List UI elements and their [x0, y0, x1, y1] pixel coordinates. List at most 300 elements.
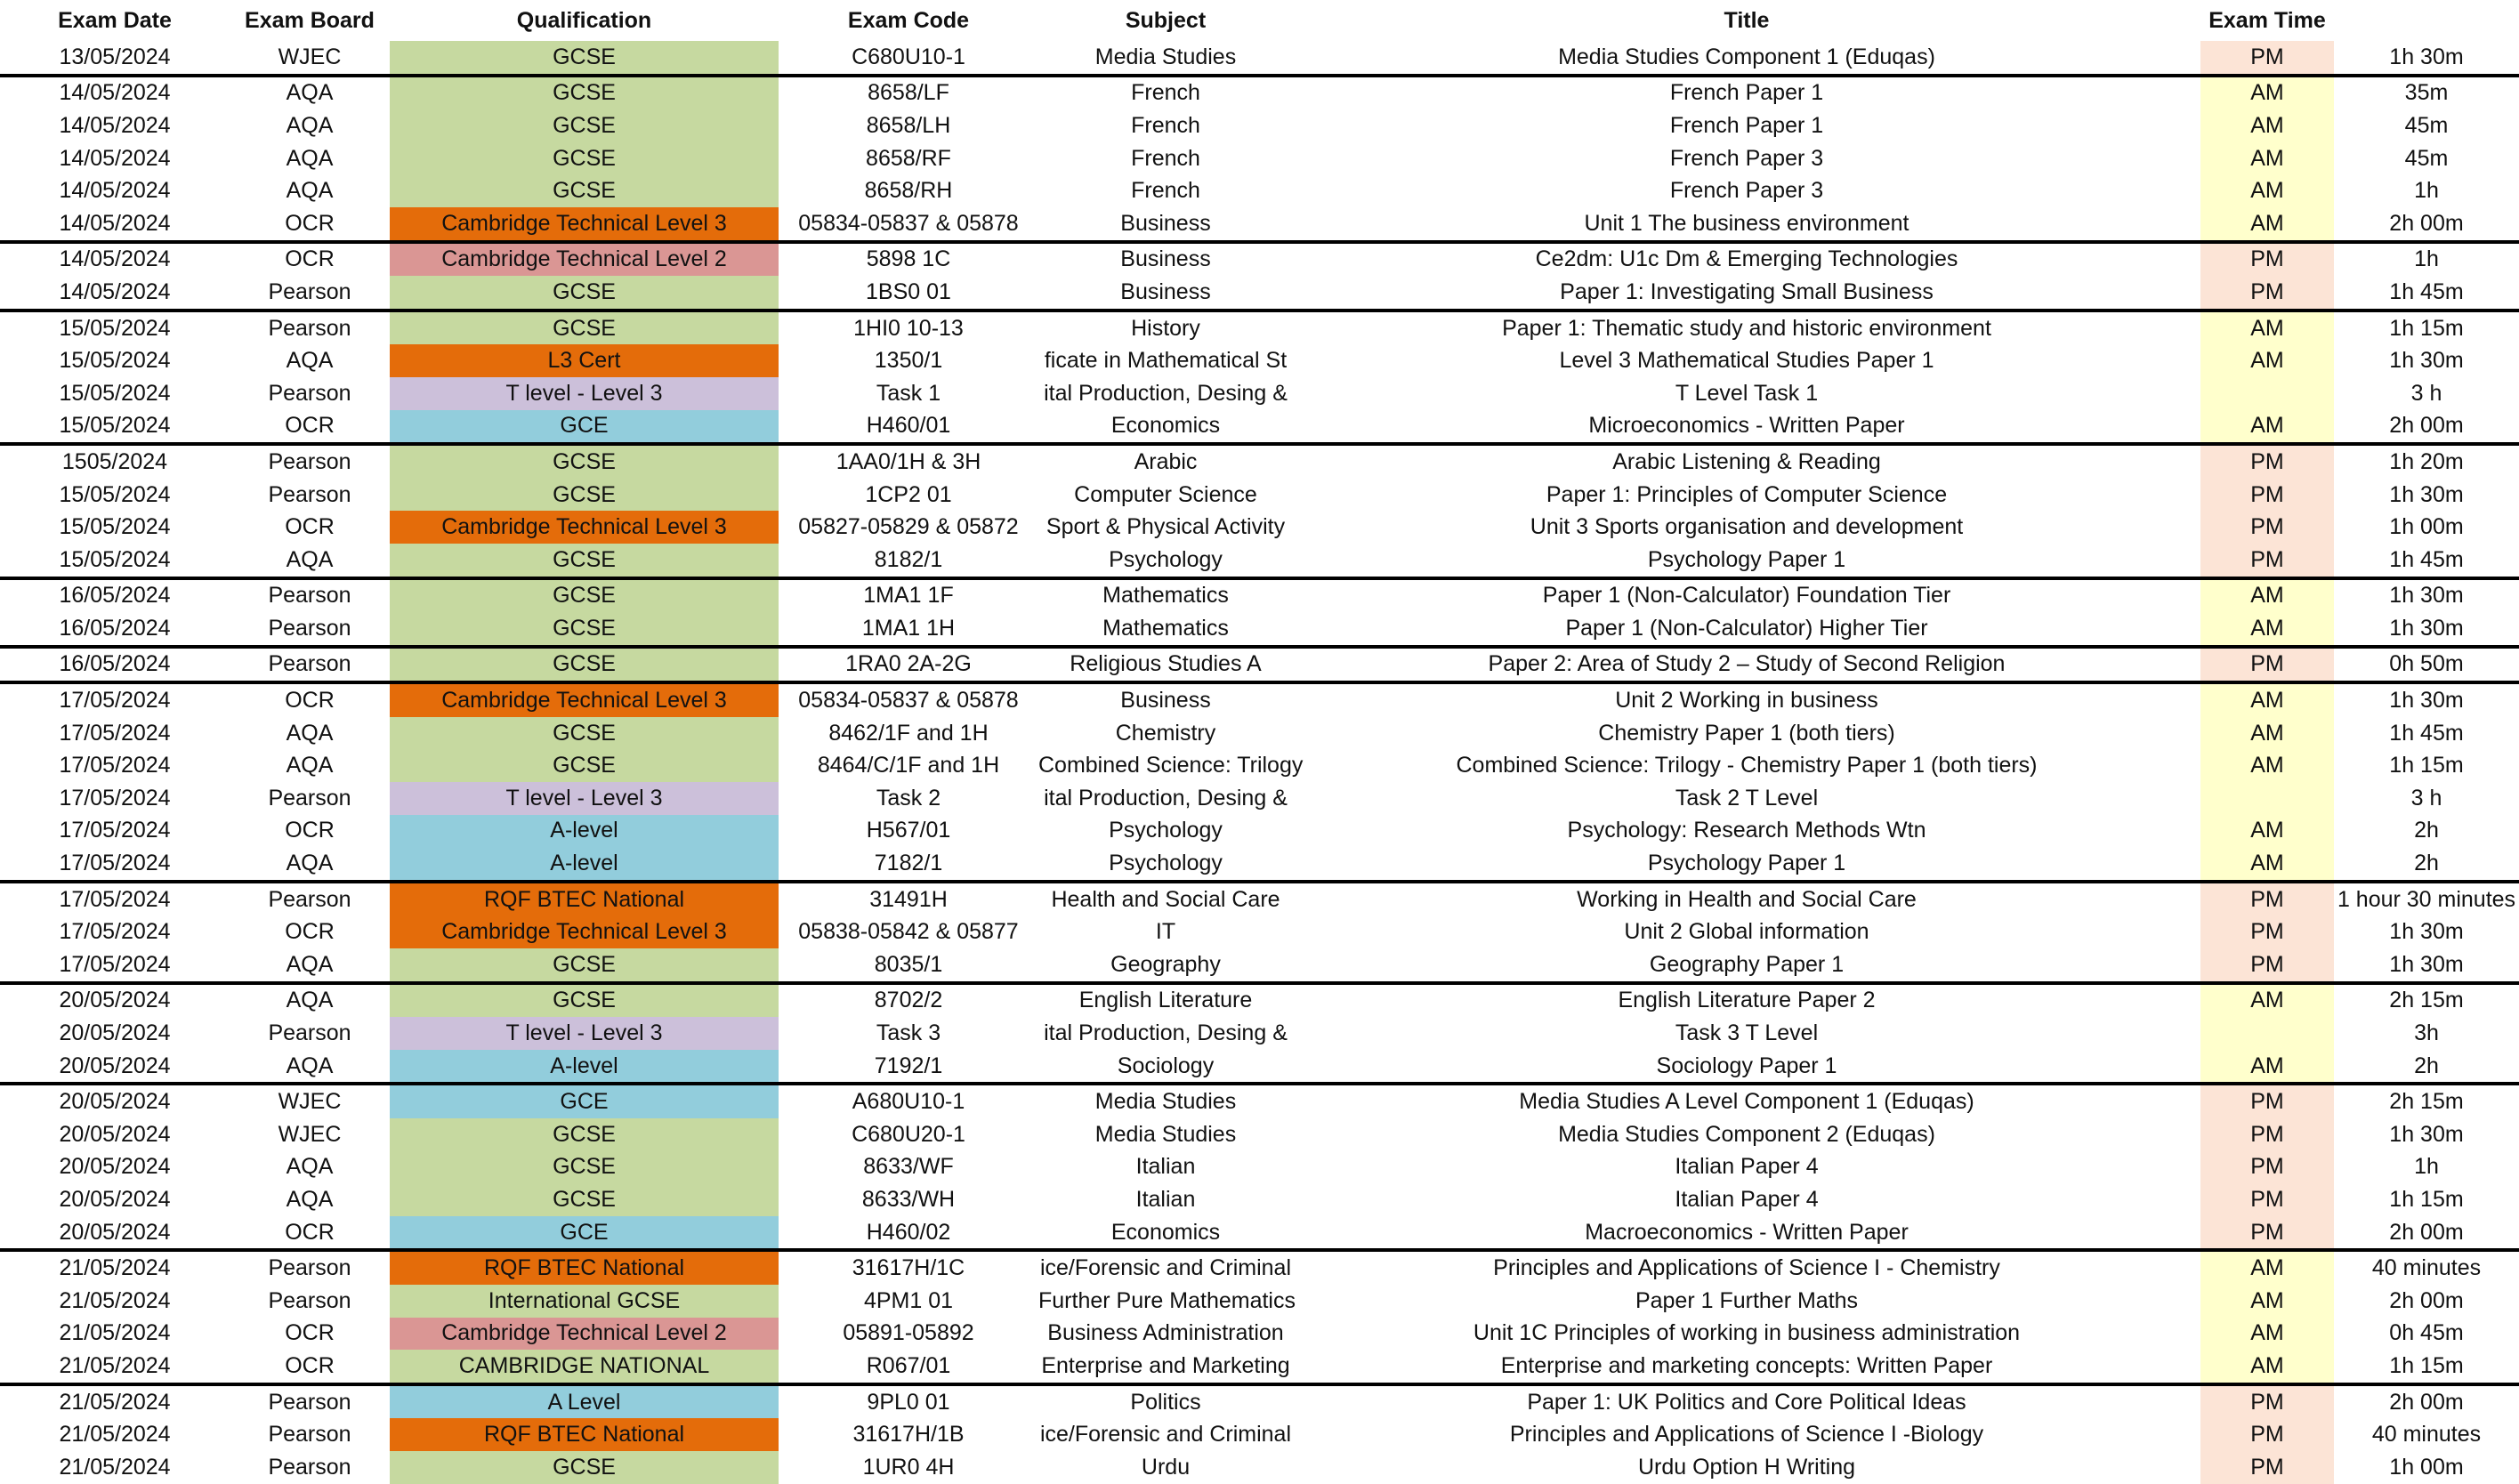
cell-exam-time[interactable]: PM	[2200, 1151, 2334, 1184]
cell-exam-code[interactable]: 05838-05842 & 05877	[798, 919, 1019, 945]
cell-exam-time[interactable]: AM	[2200, 1050, 2334, 1085]
cell-title[interactable]: Media Studies Component 1 (Eduqas)	[1558, 44, 1935, 69]
cell-subject[interactable]: IT	[1155, 919, 1176, 945]
cell-title[interactable]: Combined Science: Trilogy - Chemistry Paper 1 (both tiers)	[1456, 753, 2038, 778]
cell-qualification[interactable]: T level - Level 3	[390, 1017, 779, 1050]
cell-duration[interactable]: 1h 15m	[2389, 1186, 2464, 1212]
cell-duration[interactable]: 40 minutes	[2371, 1422, 2482, 1448]
header-exam-board[interactable]: Exam Board	[245, 7, 375, 33]
cell-qualification[interactable]: GCSE	[390, 717, 779, 750]
cell-exam-code[interactable]: Task 2	[876, 785, 941, 811]
cell-duration[interactable]: 3h	[2414, 1020, 2439, 1046]
cell-exam-time[interactable]: AM	[2200, 142, 2334, 175]
cell-qualification[interactable]: L3 Cert	[390, 344, 779, 377]
cell-title[interactable]: Microeconomics - Written Paper	[1588, 413, 1905, 439]
cell-exam-time[interactable]: AM	[2200, 1285, 2334, 1318]
cell-qualification[interactable]: Cambridge Technical Level 3	[390, 511, 779, 544]
cell-subject[interactable]: English Literature	[1038, 983, 1293, 1018]
cell-exam-board[interactable]: OCR	[230, 682, 390, 717]
cell-exam-board[interactable]: AQA	[286, 178, 334, 204]
cell-exam-code[interactable]: 7192/1	[874, 1053, 943, 1078]
cell-exam-date[interactable]: 21/05/2024	[59, 1352, 171, 1378]
cell-exam-code[interactable]: C680U20-1	[852, 1121, 965, 1147]
cell-subject[interactable]: Further Pure Mathematics	[1038, 1287, 1296, 1313]
cell-duration[interactable]: 40 minutes	[2334, 1250, 2519, 1285]
cell-subject[interactable]: Enterprise and Marketing	[1041, 1352, 1290, 1378]
cell-subject[interactable]: Geography	[1110, 951, 1221, 977]
cell-exam-date[interactable]: 21/05/2024	[59, 1320, 171, 1346]
cell-exam-time[interactable]: AM	[2200, 682, 2334, 717]
cell-duration[interactable]: 2h 00m	[2389, 1219, 2464, 1245]
cell-duration[interactable]: 1h 30m	[2389, 615, 2464, 641]
cell-exam-board[interactable]: AQA	[286, 348, 334, 374]
cell-exam-code[interactable]: Task 3	[876, 1020, 941, 1046]
cell-duration[interactable]: 1h 30m	[2389, 481, 2464, 507]
cell-exam-time[interactable]: PM	[2200, 882, 2334, 916]
cell-qualification[interactable]: A-level	[390, 815, 779, 848]
cell-exam-code[interactable]: H460/01	[866, 413, 951, 439]
cell-exam-code[interactable]: 8633/WF	[863, 1154, 954, 1180]
cell-exam-time[interactable]: PM	[2200, 1183, 2334, 1216]
cell-subject[interactable]: French	[1038, 76, 1293, 110]
cell-title[interactable]: Paper 1 (Non-Calculator) Foundation Tier	[1293, 578, 2200, 613]
cell-exam-date[interactable]: 17/05/2024	[59, 951, 171, 977]
cell-title[interactable]: Media Studies A Level Component 1 (Eduqas)	[1293, 1084, 2200, 1118]
cell-exam-board[interactable]: OCR	[285, 919, 335, 945]
cell-exam-date[interactable]: 15/05/2024	[59, 348, 171, 374]
cell-subject[interactable]: Combined Science: Trilogy	[1038, 753, 1304, 778]
cell-exam-time[interactable]: AM	[2200, 612, 2334, 647]
cell-exam-board[interactable]: Pearson	[230, 882, 390, 916]
cell-exam-date[interactable]: 15/05/2024	[59, 380, 171, 406]
cell-exam-board[interactable]: OCR	[285, 514, 335, 540]
cell-exam-code[interactable]: A680U10-1	[779, 1084, 1038, 1118]
cell-qualification[interactable]: Cambridge Technical Level 3	[390, 207, 779, 242]
cell-duration[interactable]: 1h 30m	[2334, 578, 2519, 613]
cell-title[interactable]: Paper 1: Principles of Computer Science	[1546, 481, 1948, 507]
cell-exam-code[interactable]: 8633/WH	[861, 1186, 956, 1212]
cell-duration[interactable]: 1h 30m	[2389, 44, 2464, 69]
cell-qualification[interactable]: GCSE	[390, 174, 779, 207]
cell-title[interactable]: Principles and Applications of Science I - Chemistry	[1293, 1250, 2200, 1285]
cell-exam-date[interactable]: 17/05/2024	[59, 818, 171, 843]
cell-exam-code[interactable]: 8658/RH	[864, 178, 953, 204]
cell-duration[interactable]: 1h	[2334, 242, 2519, 277]
cell-duration[interactable]: 2h	[2414, 818, 2439, 843]
cell-qualification[interactable]: GCE	[390, 1216, 779, 1251]
cell-duration[interactable]: 2h	[2414, 1053, 2439, 1078]
cell-exam-board[interactable]: Pearson	[268, 615, 351, 641]
cell-exam-date[interactable]: 20/05/2024	[0, 1084, 230, 1118]
cell-qualification[interactable]: GCSE	[390, 544, 779, 578]
cell-exam-board[interactable]: OCR	[285, 818, 335, 843]
cell-exam-code[interactable]: 8464/C/1F and 1H	[817, 753, 1000, 778]
cell-exam-date[interactable]: 14/05/2024	[59, 178, 171, 204]
cell-qualification[interactable]: GCSE	[390, 647, 779, 683]
cell-qualification[interactable]: GCSE	[390, 578, 779, 613]
cell-exam-board[interactable]: AQA	[286, 1053, 334, 1078]
cell-exam-date[interactable]: 21/05/2024	[0, 1250, 230, 1285]
cell-duration[interactable]: 1h 45m	[2389, 278, 2464, 304]
cell-duration[interactable]: 2h 00m	[2334, 1384, 2519, 1419]
cell-subject[interactable]: Sport & Physical Activity	[1046, 514, 1286, 540]
cell-exam-board[interactable]: WJEC	[230, 1084, 390, 1118]
cell-subject[interactable]: Arabic	[1038, 444, 1293, 479]
cell-exam-time[interactable]: PM	[2200, 647, 2334, 683]
cell-duration[interactable]: 45m	[2404, 112, 2449, 138]
cell-exam-time[interactable]: PM	[2200, 41, 2334, 76]
cell-exam-board[interactable]: AQA	[286, 1154, 334, 1180]
cell-qualification[interactable]: GCSE	[390, 311, 779, 345]
cell-exam-date[interactable]: 15/05/2024	[59, 481, 171, 507]
cell-title[interactable]: Psychology Paper 1	[1647, 546, 1846, 572]
cell-duration[interactable]: 3 h	[2410, 785, 2442, 811]
cell-subject[interactable]: French	[1131, 112, 1200, 138]
cell-title[interactable]: Ce2dm: U1c Dm & Emerging Technologies	[1293, 242, 2200, 277]
cell-qualification[interactable]: CAMBRIDGE NATIONAL	[390, 1350, 779, 1384]
cell-exam-board[interactable]: AQA	[286, 753, 334, 778]
cell-exam-board[interactable]: Pearson	[268, 1454, 351, 1480]
cell-exam-time[interactable]: PM	[2200, 915, 2334, 948]
cell-exam-board[interactable]: WJEC	[278, 44, 342, 69]
cell-duration[interactable]: 2h	[2414, 851, 2439, 876]
cell-subject[interactable]: Psychology	[1109, 818, 1223, 843]
cell-qualification[interactable]: A-level	[390, 1050, 779, 1085]
cell-title[interactable]: Paper 1 Further Maths	[1635, 1287, 1859, 1313]
cell-subject[interactable]: ice/Forensic and Criminal	[1038, 1250, 1293, 1285]
cell-duration[interactable]: 45m	[2404, 145, 2449, 171]
cell-subject[interactable]: Economics	[1110, 413, 1221, 439]
cell-exam-time[interactable]: PM	[2200, 479, 2334, 512]
cell-exam-date[interactable]: 20/05/2024	[59, 1053, 171, 1078]
cell-title[interactable]: French Paper 1	[1293, 76, 2200, 110]
cell-duration[interactable]: 1h 15m	[2389, 753, 2464, 778]
cell-exam-date[interactable]: 14/05/2024	[0, 242, 230, 277]
cell-duration[interactable]: 1h 30m	[2389, 951, 2464, 977]
cell-subject[interactable]: ital Production, Desing &	[1044, 785, 1288, 811]
cell-exam-code[interactable]: 31491H	[779, 882, 1038, 916]
header-exam-code[interactable]: Exam Code	[847, 7, 970, 33]
cell-subject[interactable]: Urdu	[1141, 1454, 1191, 1480]
cell-subject[interactable]: Psychology	[1109, 546, 1223, 572]
cell-title[interactable]: French Paper 3	[1669, 145, 1824, 171]
cell-title[interactable]: Arabic Listening & Reading	[1293, 444, 2200, 479]
cell-exam-time[interactable]: AM	[2200, 983, 2334, 1018]
cell-duration[interactable]: 1h 30m	[2389, 1121, 2464, 1147]
cell-qualification[interactable]: GCSE	[390, 109, 779, 142]
cell-duration[interactable]: 0h 45m	[2389, 1320, 2464, 1346]
cell-title[interactable]: Working in Health and Social Care	[1293, 882, 2200, 916]
cell-exam-board[interactable]: AQA	[286, 851, 334, 876]
cell-exam-board[interactable]: OCR	[285, 210, 335, 236]
cell-exam-code[interactable]: 7182/1	[874, 851, 943, 876]
cell-title[interactable]: Sociology Paper 1	[1656, 1053, 1837, 1078]
cell-exam-date[interactable]: 20/05/2024	[59, 1121, 171, 1147]
cell-exam-code[interactable]: H567/01	[866, 818, 951, 843]
cell-exam-date[interactable]: 17/05/2024	[0, 882, 230, 916]
cell-exam-code[interactable]: 1HI0 10-13	[779, 311, 1038, 345]
cell-exam-code[interactable]: 4PM1 01	[863, 1287, 954, 1313]
cell-exam-board[interactable]: Pearson	[268, 1422, 351, 1448]
cell-title[interactable]: Chemistry Paper 1 (both tiers)	[1598, 720, 1895, 746]
cell-qualification[interactable]: International GCSE	[390, 1285, 779, 1318]
cell-exam-board[interactable]: OCR	[285, 1352, 335, 1378]
cell-duration[interactable]: 35m	[2334, 76, 2519, 110]
cell-exam-time[interactable]: PM	[2200, 1118, 2334, 1151]
cell-exam-code[interactable]: 31617H/1C	[779, 1250, 1038, 1285]
cell-duration[interactable]: 1h 00m	[2389, 1454, 2464, 1480]
cell-title[interactable]: French Paper 3	[1669, 178, 1824, 204]
header-exam-date[interactable]: Exam Date	[58, 7, 172, 33]
cell-exam-board[interactable]: AQA	[286, 951, 334, 977]
cell-duration[interactable]: 0h 50m	[2334, 647, 2519, 683]
cell-exam-date[interactable]: 20/05/2024	[59, 1219, 171, 1245]
header-subject[interactable]: Subject	[1125, 7, 1207, 33]
cell-exam-time[interactable]: AM	[2200, 815, 2334, 848]
cell-exam-time[interactable]: AM	[2200, 311, 2334, 345]
cell-exam-board[interactable]: AQA	[230, 983, 390, 1018]
cell-duration[interactable]: 1h 45m	[2389, 720, 2464, 746]
cell-exam-time[interactable]: AM	[2200, 847, 2334, 882]
cell-exam-time[interactable]: AM	[2200, 717, 2334, 750]
cell-exam-date[interactable]: 15/05/2024	[59, 514, 171, 540]
cell-subject[interactable]: ital Production, Desing &	[1044, 380, 1288, 406]
cell-duration[interactable]: 1h	[2414, 1154, 2439, 1180]
cell-title[interactable]: Unit 3 Sports organisation and development	[1530, 514, 1964, 540]
cell-exam-time[interactable]: PM	[2200, 1451, 2334, 1484]
cell-exam-board[interactable]: Pearson	[268, 1020, 351, 1046]
cell-subject[interactable]: Italian	[1135, 1154, 1196, 1180]
cell-exam-time[interactable]	[2200, 377, 2334, 410]
cell-title[interactable]: Psychology Paper 1	[1647, 851, 1846, 876]
cell-subject[interactable]: Business Administration	[1047, 1320, 1284, 1346]
cell-duration[interactable]: 1h 15m	[2389, 1352, 2464, 1378]
cell-qualification[interactable]: T level - Level 3	[390, 377, 779, 410]
cell-title[interactable]: Principles and Applications of Science I -Biology	[1509, 1422, 1984, 1448]
cell-subject[interactable]: Business	[1038, 242, 1293, 277]
cell-subject[interactable]: History	[1038, 311, 1293, 345]
cell-exam-date[interactable]: 14/05/2024	[59, 278, 171, 304]
cell-title[interactable]: T Level Task 1	[1675, 380, 1819, 406]
cell-subject[interactable]: French	[1131, 178, 1200, 204]
cell-exam-date[interactable]: 15/05/2024	[0, 311, 230, 345]
cell-exam-code[interactable]: 1UR0 4H	[862, 1454, 955, 1480]
cell-exam-date[interactable]: 13/05/2024	[59, 44, 171, 69]
cell-qualification[interactable]: RQF BTEC National	[390, 1250, 779, 1285]
cell-exam-date[interactable]: 20/05/2024	[59, 1154, 171, 1180]
cell-subject[interactable]: French	[1131, 145, 1200, 171]
cell-title[interactable]: Paper 1 (Non-Calculator) Higher Tier	[1565, 615, 1928, 641]
cell-exam-time[interactable]: PM	[2200, 948, 2334, 983]
cell-duration[interactable]: 1h 00m	[2389, 514, 2464, 540]
cell-exam-board[interactable]: Pearson	[230, 311, 390, 345]
cell-subject[interactable]: Business	[1038, 682, 1293, 717]
cell-duration[interactable]: 2h 00m	[2389, 210, 2464, 236]
cell-subject[interactable]: Media Studies	[1094, 44, 1237, 69]
cell-exam-time[interactable]: AM	[2200, 109, 2334, 142]
cell-exam-time[interactable]: AM	[2200, 410, 2334, 445]
cell-exam-time[interactable]: PM	[2200, 1084, 2334, 1118]
cell-exam-board[interactable]: Pearson	[230, 444, 390, 479]
cell-qualification[interactable]: RQF BTEC National	[390, 1418, 779, 1451]
cell-exam-time[interactable]: AM	[2200, 344, 2334, 377]
cell-exam-time[interactable]: AM	[2200, 174, 2334, 207]
cell-subject[interactable]: Psychology	[1109, 851, 1223, 876]
cell-exam-date[interactable]: 21/05/2024	[59, 1454, 171, 1480]
cell-exam-code[interactable]: 1AA0/1H & 3H	[779, 444, 1038, 479]
cell-exam-code[interactable]: 05827-05829 & 05872	[798, 514, 1019, 540]
cell-qualification[interactable]: GCE	[390, 1084, 779, 1118]
cell-qualification[interactable]: GCSE	[390, 41, 779, 76]
cell-title[interactable]: Urdu Option H Writing	[1637, 1454, 1856, 1480]
cell-qualification[interactable]: RQF BTEC National	[390, 882, 779, 916]
cell-exam-code[interactable]: 1RA0 2A-2G	[779, 647, 1038, 683]
cell-qualification[interactable]: A-level	[390, 847, 779, 882]
header-duration[interactable]	[2334, 0, 2519, 41]
cell-subject[interactable]: Business	[1120, 210, 1211, 236]
cell-subject[interactable]: Media Studies	[1094, 1121, 1237, 1147]
cell-exam-time[interactable]	[2200, 1017, 2334, 1050]
cell-qualification[interactable]: Cambridge Technical Level 2	[390, 1318, 779, 1351]
cell-exam-code[interactable]: 8658/LF	[779, 76, 1038, 110]
cell-exam-date[interactable]: 21/05/2024	[59, 1422, 171, 1448]
cell-exam-board[interactable]: Pearson	[230, 1384, 390, 1419]
cell-subject[interactable]: ficate in Mathematical St	[1044, 348, 1288, 374]
cell-subject[interactable]: Media Studies	[1038, 1084, 1293, 1118]
cell-title[interactable]: Unit 1 The business environment	[1584, 210, 1909, 236]
cell-qualification[interactable]: GCSE	[390, 444, 779, 479]
cell-subject[interactable]: Politics	[1038, 1384, 1293, 1419]
cell-title[interactable]: Enterprise and marketing concepts: Written Paper	[1500, 1352, 1993, 1378]
cell-title[interactable]: Psychology: Research Methods Wtn	[1567, 818, 1926, 843]
cell-exam-date[interactable]: 21/05/2024	[59, 1287, 171, 1313]
cell-qualification[interactable]: GCSE	[390, 479, 779, 512]
cell-exam-date[interactable]: 20/05/2024	[0, 983, 230, 1018]
cell-exam-date[interactable]: 15/05/2024	[59, 546, 171, 572]
cell-exam-board[interactable]: Pearson	[230, 578, 390, 613]
cell-title[interactable]: English Literature Paper 2	[1293, 983, 2200, 1018]
cell-exam-board[interactable]: AQA	[230, 76, 390, 110]
cell-exam-code[interactable]: 1CP2 01	[865, 481, 952, 507]
cell-duration[interactable]: 1h 20m	[2334, 444, 2519, 479]
cell-exam-date[interactable]: 17/05/2024	[0, 682, 230, 717]
cell-exam-time[interactable]: PM	[2200, 242, 2334, 277]
cell-title[interactable]: Macroeconomics - Written Paper	[1585, 1219, 1909, 1245]
cell-subject[interactable]: Italian	[1135, 1186, 1196, 1212]
cell-qualification[interactable]: A Level	[390, 1384, 779, 1419]
cell-exam-time[interactable]	[2200, 782, 2334, 815]
cell-exam-date[interactable]: 20/05/2024	[59, 1186, 171, 1212]
cell-exam-code[interactable]: 1MA1 1H	[861, 615, 956, 641]
cell-exam-board[interactable]: Pearson	[268, 1287, 351, 1313]
cell-exam-code[interactable]: C680U10-1	[852, 44, 965, 69]
cell-title[interactable]: Paper 1: UK Politics and Core Political Ideas	[1293, 1384, 2200, 1419]
cell-qualification[interactable]: GCSE	[390, 983, 779, 1018]
cell-exam-code[interactable]: 8658/LH	[866, 112, 951, 138]
cell-duration[interactable]: 3 h	[2410, 380, 2442, 406]
cell-qualification[interactable]: GCSE	[390, 1451, 779, 1484]
cell-exam-code[interactable]: 8462/1F and 1H	[828, 720, 989, 746]
cell-title[interactable]: Geography Paper 1	[1649, 951, 1845, 977]
cell-title[interactable]: Level 3 Mathematical Studies Paper 1	[1559, 348, 1934, 374]
cell-exam-board[interactable]: OCR	[285, 413, 335, 439]
cell-exam-code[interactable]: R067/01	[866, 1352, 951, 1378]
cell-exam-date[interactable]: 17/05/2024	[59, 753, 171, 778]
cell-exam-date[interactable]: 17/05/2024	[59, 919, 171, 945]
cell-exam-board[interactable]: Pearson	[268, 785, 351, 811]
cell-title[interactable]: Italian Paper 4	[1675, 1154, 1819, 1180]
cell-exam-board[interactable]: AQA	[286, 145, 334, 171]
cell-qualification[interactable]: GCSE	[390, 749, 779, 782]
cell-exam-board[interactable]: OCR	[285, 1320, 335, 1346]
cell-qualification[interactable]: GCSE	[390, 612, 779, 647]
cell-exam-date[interactable]: 1505/2024	[0, 444, 230, 479]
cell-title[interactable]: Task 2 T Level	[1675, 785, 1819, 811]
cell-exam-time[interactable]: AM	[2200, 1350, 2334, 1384]
cell-title[interactable]: Italian Paper 4	[1675, 1186, 1819, 1212]
cell-exam-date[interactable]: 16/05/2024	[0, 647, 230, 683]
cell-qualification[interactable]: GCSE	[390, 76, 779, 110]
cell-duration[interactable]: 1h 30m	[2334, 682, 2519, 717]
cell-title[interactable]: Unit 2 Working in business	[1293, 682, 2200, 717]
cell-qualification[interactable]: T level - Level 3	[390, 782, 779, 815]
cell-exam-code[interactable]: H460/02	[866, 1219, 951, 1245]
cell-exam-time[interactable]: PM	[2200, 276, 2334, 311]
cell-exam-date[interactable]: 16/05/2024	[59, 615, 171, 641]
cell-exam-code[interactable]: 1MA1 1F	[779, 578, 1038, 613]
cell-title[interactable]: Unit 2 Global information	[1624, 919, 1869, 945]
cell-title[interactable]: Paper 1: Thematic study and historic environment	[1293, 311, 2200, 345]
cell-exam-code[interactable]: 1BS0 01	[866, 278, 951, 304]
cell-exam-date[interactable]: 14/05/2024	[59, 112, 171, 138]
cell-duration[interactable]: 2h 15m	[2334, 1084, 2519, 1118]
cell-subject[interactable]: Health and Social Care	[1038, 882, 1293, 916]
cell-qualification[interactable]: GCSE	[390, 1151, 779, 1184]
cell-exam-time[interactable]: AM	[2200, 578, 2334, 613]
cell-exam-time[interactable]: PM	[2200, 444, 2334, 479]
cell-exam-code[interactable]: 05891-05892	[843, 1320, 974, 1346]
cell-exam-time[interactable]: PM	[2200, 1418, 2334, 1451]
cell-exam-time[interactable]: AM	[2200, 76, 2334, 110]
cell-duration[interactable]: 1h	[2414, 178, 2439, 204]
cell-exam-time[interactable]: PM	[2200, 1216, 2334, 1251]
cell-subject[interactable]: Computer Science	[1074, 481, 1257, 507]
cell-duration[interactable]: 2h 00m	[2389, 413, 2464, 439]
cell-exam-date[interactable]: 16/05/2024	[0, 578, 230, 613]
cell-qualification[interactable]: GCSE	[390, 1183, 779, 1216]
cell-exam-board[interactable]: Pearson	[268, 481, 351, 507]
cell-qualification[interactable]: Cambridge Technical Level 2	[390, 242, 779, 277]
cell-subject[interactable]: Chemistry	[1115, 720, 1216, 746]
cell-subject[interactable]: Mathematics	[1102, 615, 1229, 641]
cell-title[interactable]: French Paper 1	[1669, 112, 1824, 138]
cell-duration[interactable]: 2h 00m	[2389, 1287, 2464, 1313]
cell-exam-date[interactable]: 14/05/2024	[59, 145, 171, 171]
cell-exam-board[interactable]: AQA	[286, 546, 334, 572]
cell-exam-board[interactable]: Pearson	[268, 278, 351, 304]
cell-qualification[interactable]: Cambridge Technical Level 3	[390, 682, 779, 717]
cell-qualification[interactable]: GCSE	[390, 276, 779, 311]
cell-subject[interactable]: ice/Forensic and Criminal	[1039, 1422, 1292, 1448]
cell-exam-board[interactable]: WJEC	[278, 1121, 342, 1147]
cell-subject[interactable]: Economics	[1110, 1219, 1221, 1245]
cell-exam-code[interactable]: 5898 1C	[779, 242, 1038, 277]
cell-exam-date[interactable]: 21/05/2024	[0, 1384, 230, 1419]
cell-duration[interactable]: 1h 30m	[2389, 348, 2464, 374]
cell-exam-time[interactable]: AM	[2200, 749, 2334, 782]
cell-qualification[interactable]: GCSE	[390, 142, 779, 175]
cell-exam-code[interactable]: Task 1	[876, 380, 941, 406]
